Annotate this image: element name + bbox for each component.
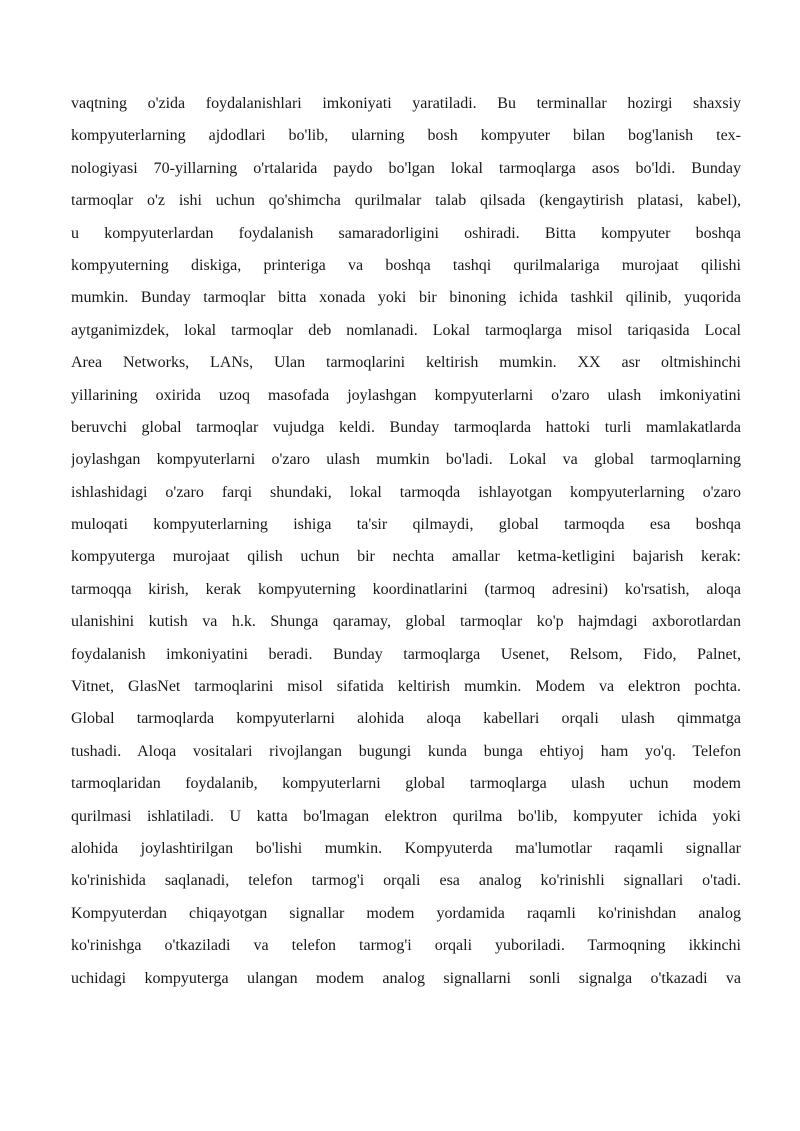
text-line: ishlashidagi o'zaro farqi shundaki, lokal tarmoqda ishlayotgan kompyuterlarning o'zaro: [71, 483, 741, 501]
text-line: muloqati kompyuterlarning ishiga ta'sir qilmaydi, global tarmoqda esa boshqa: [71, 516, 741, 534]
text-line: ko'rinishga o'tkaziladi va telefon tarmog'i orqali yuboriladi. Tarmoqning ikkinchi: [71, 937, 741, 955]
text-line: Vitnet, GlasNet tarmoqlarini misol sifatida keltirish mumkin. Modem va elektron pochta.: [71, 678, 741, 696]
text-line: joylashgan kompyuterlarni o'zaro ulash mumkin bo'ladi. Lokal va global tarmoqlarning: [71, 451, 741, 469]
text-line: ulanishini kutish va h.k. Shunga qaramay, global tarmoqlar ko'p hajmdagi axborotlardan: [71, 613, 741, 631]
text-line: vaqtning o'zida foydalanishlari imkoniyati yaratiladi. Bu terminallar hozirgi shaxsiy: [71, 95, 741, 112]
text-line: ko'rinishida saqlanadi, telefon tarmog'i orqali esa analog ko'rinishli signallari o'tadi.: [71, 872, 741, 890]
text-line: uchidagi kompyuterga ulangan modem analog signallarni sonli signalga o'tkazadi va: [71, 969, 741, 987]
text-line: kompyuterga murojaat qilish uchun bir nechta amallar ketma-ketligini bajarish kerak:: [71, 548, 741, 566]
text-line: Area Networks, LANs, Ulan tarmoqlarini keltirish mumkin. XX asr oltmishinchi: [71, 354, 741, 372]
text-line: tarmoqlaridan foydalanib, kompyuterlarni global tarmoqlarga ulash uchun modem: [71, 775, 741, 793]
text-line: tarmoqqa kirish, kerak kompyuterning koordinatlarini (tarmoq adresini) ko'rsatish, aloqa: [71, 580, 741, 598]
text-line: nologiyasi 70-yillarning o'rtalarida paydo bo'lgan lokal tarmoqlarga asos bo'ldi. Bunday: [71, 159, 741, 177]
text-line: foydalanish imkoniyatini beradi. Bunday tarmoqlarga Usenet, Relsom, Fido, Palnet,: [71, 645, 741, 663]
text-line: kompyuterlarning ajdodlari bo'lib, ularning bosh kompyuter bilan bog'lanish tex-: [71, 127, 741, 145]
text-line: mumkin. Bunday tarmoqlar bitta xonada yoki bir binoning ichida tashkil qilinib, yuqorida: [71, 289, 741, 307]
text-line: Global tarmoqlarda kompyuterlarni alohida aloqa kabellari orqali ulash qimmatga: [71, 710, 741, 728]
text-line: aytganimizdek, lokal tarmoqlar deb nomlanadi. Lokal tarmoqlarga misol tariqasida Local: [71, 321, 741, 339]
text-line: beruvchi global tarmoqlar vujudga keldi. Bunday tarmoqlarda hattoki turli mamlakatlarda: [71, 418, 741, 436]
text-line: qurilmasi ishlatiladi. U katta bo'lmagan elektron qurilma bo'lib, kompyuter ichida yoki: [71, 807, 741, 825]
text-line: yillarining oxirida uzoq masofada joylashgan kompyuterlarni o'zaro ulash imkoniyatini: [71, 386, 741, 404]
text-line: tarmoqlar o'z ishi uchun qo'shimcha qurilmalar talab qilsada (kengaytirish platasi, kabel),: [71, 192, 741, 210]
text-line: kompyuterning diskiga, printeriga va boshqa tashqi qurilmalariga murojaat qilishi: [71, 256, 741, 274]
body-paragraph: [71, 88, 741, 995]
text-line: alohida joylashtirilgan bo'lishi mumkin. Kompyuterda ma'lumotlar raqamli signallar: [71, 839, 741, 857]
text-line: u kompyuterlardan foydalanish samaradorligini oshiradi. Bitta kompyuter boshqa: [71, 224, 741, 242]
text-line: tushadi. Aloqa vositalari rivojlangan bugungi kunda bunga ehtiyoj ham yo'q. Telefon: [71, 742, 741, 760]
text-line: Kompyuterdan chiqayotgan signallar modem yordamida raqamli ko'rinishdan analog: [71, 904, 741, 922]
